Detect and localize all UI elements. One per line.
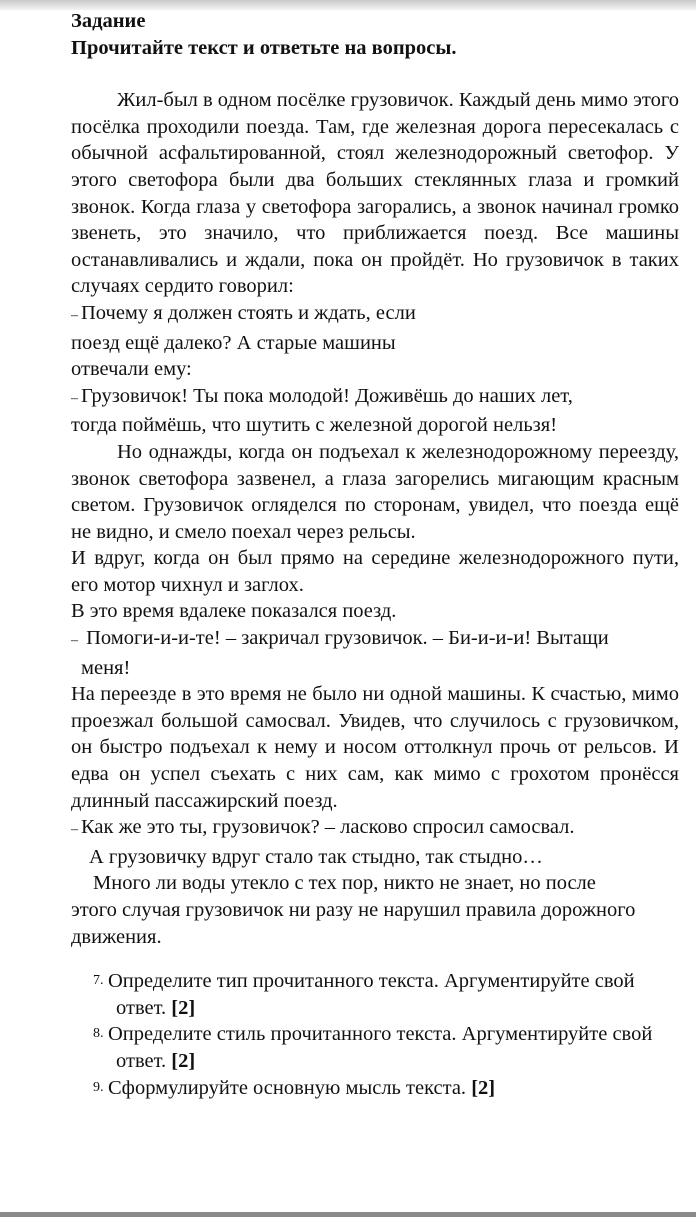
dialogue-line	[71, 814, 696, 844]
story-paragraph-4: В это время вдалеке показался поезд.	[71, 600, 397, 623]
question-item	[71, 1021, 696, 1048]
question-text: Определите стиль прочитанного текста. Аргументируйте свой	[108, 1023, 653, 1046]
dialogue-line: поезд ещё далеко? А старые машины	[71, 331, 396, 354]
spacer	[71, 61, 696, 87]
dash-mark: –	[71, 633, 78, 649]
question-text: ответ.	[116, 996, 167, 1019]
bottom-border	[0, 1212, 696, 1217]
story-paragraph-3: И вдруг, когда он был прямо на середине железнодорожного пути, его мотор чихнул и заглох.	[71, 547, 679, 596]
question-item-cont	[71, 995, 696, 1022]
story-paragraph-2: Но однажды, когда он подъехал к железнодорожному переезду, звонок светофора зазвенел, а глаза загорелись мигающим красным светом. Грузовичок огляделся по сторонам, увидел, что поезда ещё не видно, и смело поехал через рельсы.	[71, 440, 679, 543]
dialogue-text: Как же это ты, грузовичок? – ласково спросил самосвал.	[81, 816, 575, 839]
dialogue-line	[71, 300, 696, 330]
task-instruction: Прочитайте текст и ответьте на вопросы.	[71, 36, 457, 59]
dialogue-line: тогда поймёшь, что шутить с железной дорогой нельзя!	[71, 414, 558, 437]
question-item-cont	[71, 1048, 696, 1075]
question-number: 7.	[93, 973, 104, 989]
story-paragraph-6: А грузовичку вдруг стало так стыдно, так стыдно…	[89, 845, 543, 868]
story-paragraph-7: Много ли воды утекло с тех пор, никто не знает, но после	[93, 872, 596, 895]
question-number: 8.	[93, 1026, 104, 1042]
dash-mark: –	[71, 390, 78, 406]
question-item	[71, 1075, 696, 1102]
question-points: [2]	[171, 1049, 196, 1072]
question-text: Определите тип прочитанного текста. Аргументируйте свой	[108, 970, 635, 993]
story-paragraph-7-cont: этого случая грузовичок ни разу не нарушил правила дорожного	[71, 899, 636, 921]
worksheet-page	[71, 8, 696, 1101]
dialogue-text: Помоги-и-и-те! – закричал грузовичок. – Би-и-и-и! Вытащи	[86, 627, 609, 650]
story-paragraph-1: Жил-был в одном посёлке грузовичок. Каждый день мимо этого посёлка проходили поезда. Там, где железная дорога пересекалась с обычной асфальтированной, стоял железнодорожный светофор. У этого светофора были два больших стеклянных глаза и громкий звонок. Когда глаза у светофора загорались, а звонок начинал громко звенеть, это значило, что приближается поезд. Все машины останавливались и ждали, пока он пройдёт. Но грузовичок в таких случаях сердито говорил:	[71, 89, 680, 298]
dialogue-line	[71, 383, 696, 413]
dash-mark: –	[71, 822, 78, 838]
question-item	[71, 968, 696, 995]
task-heading: Задание	[71, 10, 146, 32]
question-points: [2]	[471, 1076, 496, 1099]
question-number: 9.	[93, 1079, 104, 1095]
dialogue-text: Грузовичок! Ты пока молодой! Доживёшь до наших лет,	[81, 384, 573, 407]
question-text: Сформулируйте основную мысль текста.	[108, 1076, 467, 1099]
dialogue-text: Почему я должен стоять и ждать, если	[81, 301, 416, 324]
questions-list	[71, 968, 696, 1101]
question-text: ответ.	[116, 1049, 167, 1072]
question-points: [2]	[171, 996, 196, 1019]
dialogue-line: отвечали ему:	[71, 358, 192, 381]
dash-mark: –	[71, 307, 78, 323]
story-paragraph-7-cont: движения.	[71, 925, 162, 948]
dialogue-line	[71, 625, 696, 655]
story-paragraph-5: На переезде в это время не было ни одной машины. К счастью, мимо проезжал большой самосвал. Увидев, что случилось с грузовичком, он быстро подъехал к нему и носом оттолкнул прочь от рельсов. И едва он успел съехать с них сам, как мимо с грохотом пронёсся длинный пассажирский поезд.	[71, 683, 679, 812]
dialogue-line: меня!	[81, 656, 131, 679]
